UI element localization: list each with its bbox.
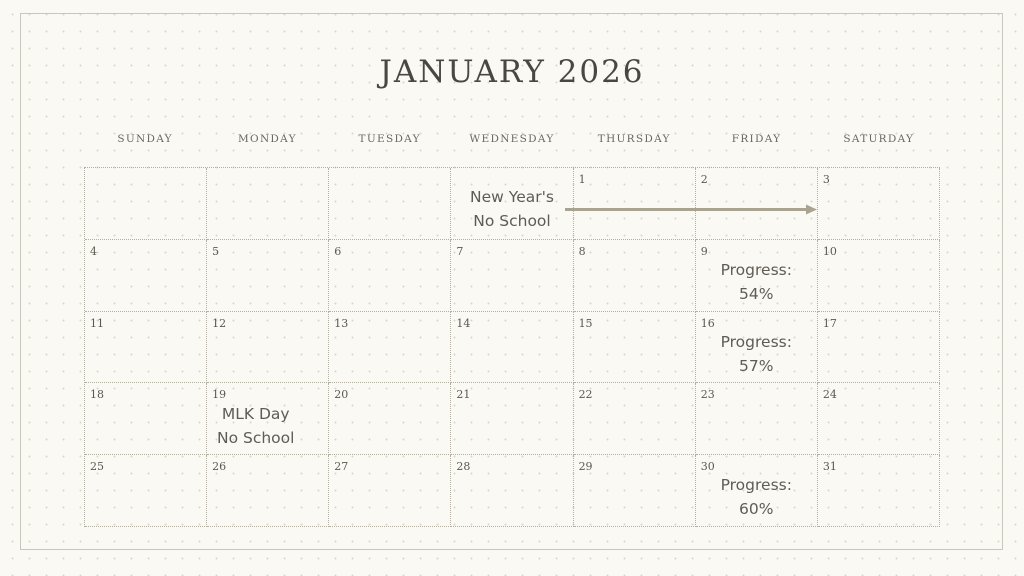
day-cell xyxy=(329,455,451,527)
day-cell xyxy=(207,240,329,312)
date-number: 26 xyxy=(212,460,227,474)
event-new-years xyxy=(451,185,572,233)
date-number: 24 xyxy=(822,388,837,402)
date-number: 6 xyxy=(334,244,342,258)
event-progress xyxy=(696,473,817,521)
date-number: 15 xyxy=(578,316,593,330)
day-cell xyxy=(207,455,329,527)
date-number: 14 xyxy=(456,316,471,330)
day-cell xyxy=(696,383,818,455)
calendar-title: JANUARY 2026 xyxy=(379,54,645,90)
event-progress xyxy=(696,330,817,378)
day-cell xyxy=(818,455,940,527)
day-cell xyxy=(574,240,696,312)
event-line: New Year's xyxy=(470,188,554,206)
day-cell xyxy=(207,383,329,455)
event-line: Progress: xyxy=(720,260,792,279)
date-number: 18 xyxy=(90,388,104,402)
weekday-wednesday: WEDNESDAY xyxy=(469,133,555,145)
date-number: 28 xyxy=(456,460,471,474)
day-cell xyxy=(207,312,329,384)
date-number: 21 xyxy=(456,388,471,402)
date-number: 10 xyxy=(822,244,837,258)
day-cell xyxy=(696,312,818,384)
date-number: 7 xyxy=(456,244,464,258)
weekday-monday: MONDAY xyxy=(237,133,297,145)
date-number: 3 xyxy=(822,173,830,186)
event-line: 54% xyxy=(739,284,774,303)
day-cell xyxy=(85,168,207,240)
date-number: 9 xyxy=(700,244,708,258)
date-number: 20 xyxy=(334,388,349,402)
event-line: 57% xyxy=(739,356,774,375)
day-cell xyxy=(818,383,940,455)
date-number: 22 xyxy=(578,388,593,402)
date-number: 29 xyxy=(578,460,593,474)
weekday-header xyxy=(84,133,940,145)
day-cell xyxy=(451,240,573,312)
day-cell xyxy=(451,455,573,527)
date-number: 5 xyxy=(212,244,220,258)
date-number: 2 xyxy=(700,173,708,186)
day-cell xyxy=(207,168,329,240)
date-number: 17 xyxy=(822,316,837,330)
day-cell xyxy=(85,383,207,455)
day-cell xyxy=(818,168,940,240)
weekday-friday: FRIDAY xyxy=(731,133,782,145)
day-cell xyxy=(329,383,451,455)
date-number: 16 xyxy=(700,316,715,330)
day-cell xyxy=(574,312,696,384)
day-cell xyxy=(329,168,451,240)
weekday-thursday: THURSDAY xyxy=(597,133,671,145)
date-number: 19 xyxy=(212,388,227,402)
day-cell xyxy=(85,455,207,527)
date-number: 13 xyxy=(334,316,349,330)
event-line: Progress: xyxy=(720,332,792,351)
weekday-tuesday: TUESDAY xyxy=(358,133,421,145)
date-number: 8 xyxy=(578,244,586,258)
day-cell xyxy=(818,312,940,384)
event-line: Progress: xyxy=(720,476,792,495)
date-number: 30 xyxy=(700,460,715,474)
day-cell xyxy=(696,240,818,312)
date-number: 4 xyxy=(90,244,97,258)
event-line: No School xyxy=(473,212,551,230)
weekday-sunday: SUNDAY xyxy=(117,133,173,145)
date-number: 31 xyxy=(822,460,837,474)
event-line: 60% xyxy=(739,500,774,519)
date-number: 12 xyxy=(212,316,227,330)
date-number: 27 xyxy=(334,460,349,474)
day-cell xyxy=(574,455,696,527)
event-progress xyxy=(696,258,817,306)
day-cell xyxy=(451,312,573,384)
day-cell xyxy=(574,383,696,455)
event-mlk-day xyxy=(195,402,316,450)
arrow-right-icon xyxy=(565,202,821,218)
event-line: No School xyxy=(216,429,295,448)
day-cell xyxy=(818,240,940,312)
date-number: 11 xyxy=(90,316,104,330)
day-cell xyxy=(696,455,818,527)
day-cell xyxy=(451,168,573,240)
day-cell xyxy=(85,240,207,312)
day-cell xyxy=(329,240,451,312)
date-number: 1 xyxy=(578,173,586,186)
event-line: MLK Day xyxy=(221,405,290,424)
calendar-grid xyxy=(84,167,940,527)
date-number: 25 xyxy=(90,460,104,474)
weekday-saturday: SATURDAY xyxy=(843,133,915,145)
day-cell xyxy=(85,312,207,384)
day-cell xyxy=(329,312,451,384)
day-cell xyxy=(451,383,573,455)
date-number: 23 xyxy=(700,388,715,402)
